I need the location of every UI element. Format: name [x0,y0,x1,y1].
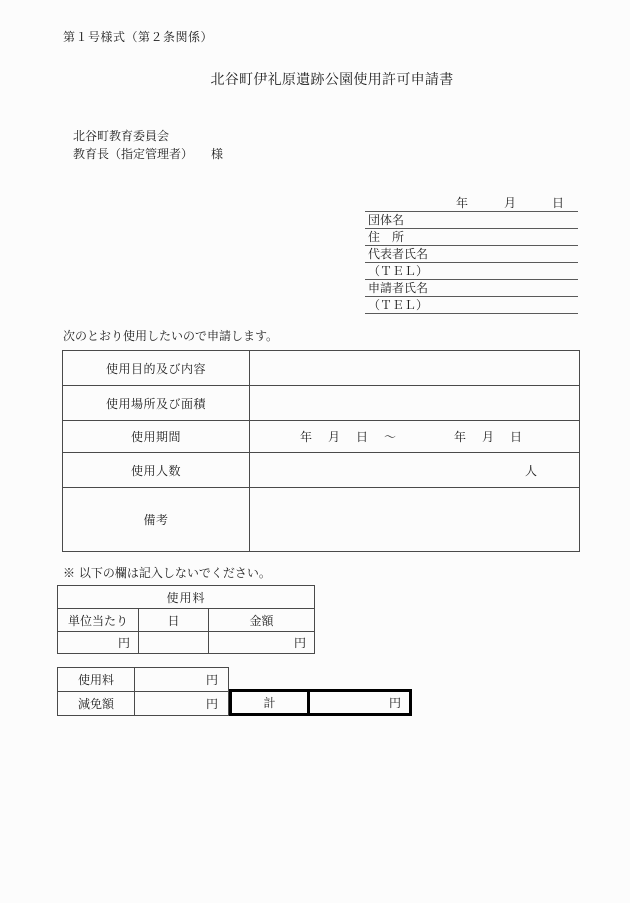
staff-only-note: ※ 以下の欄は記入しないでください。 [63,566,271,580]
application-date-row [365,195,578,212]
summary-fee-label: 使用料 [58,668,135,691]
intro-sentence: 次のとおり使用したいので申請します。 [63,329,279,343]
remarks-label: 備考 [63,488,250,551]
table-row [63,488,579,551]
total-input-cell[interactable]: 円 [307,689,412,716]
applicant-name-input-area[interactable] [428,280,578,295]
field-applicant-tel-label: （ＴＥＬ） [368,298,429,312]
table-row [63,351,579,386]
form-number: 第１号様式（第２条関係） [63,30,214,44]
date-input-area[interactable] [368,195,456,210]
field-address-label: 住 所 [368,230,405,244]
table-row [63,421,579,453]
group-name-input-area[interactable] [404,212,578,227]
fee-summary-table [57,667,229,716]
page-title: 北谷町伊礼原遺跡公園使用許可申請書 [210,72,454,88]
field-applicant-name-label: 申請者氏名 [368,281,429,295]
applicant-tel-input-area[interactable] [428,297,578,312]
total-box [229,689,412,716]
field-group-name-label: 団体名 [368,213,405,227]
summary-reduction-input-cell[interactable]: 円 [205,697,218,711]
addressee-line-1: 北谷町教育委員会 [73,129,170,143]
people-count-input-cell[interactable] [250,453,579,487]
fee-table [57,585,315,654]
amount-input-cell[interactable]: 円 [293,636,306,650]
table-row [63,386,579,421]
table-row [63,453,579,488]
period-input-cell[interactable] [250,421,579,452]
place-area-label: 使用場所及び面積 [63,386,250,420]
representative-tel-input-area[interactable] [428,263,578,278]
period-label: 使用期間 [63,421,250,452]
total-label-cell: 計 [229,689,310,716]
field-representative-tel [365,263,578,280]
field-group-name [365,212,578,229]
application-details-table [62,350,580,552]
fee-table-value-row [58,632,314,653]
date-placeholders: 年 月 日 [455,196,564,210]
unit-price-input-cell[interactable]: 円 [58,632,139,653]
days-input-cell[interactable] [139,632,209,653]
fee-col-days: 日 [139,609,209,631]
addressee-line-2: 教育長（指定管理者） 様 [73,147,224,161]
people-count-label: 使用人数 [63,453,250,487]
field-applicant-name [365,280,578,297]
field-representative-name-label: 代表者氏名 [368,247,429,261]
representative-name-input-area[interactable] [428,246,578,261]
applicant-info-block [365,195,578,314]
field-applicant-tel [365,297,578,314]
table-row [58,668,228,692]
fee-table-header-row [58,609,314,632]
summary-fee-input-cell[interactable]: 円 [205,673,218,687]
field-address [365,229,578,246]
fee-col-amount: 金額 [249,613,274,628]
addressee-block [73,127,223,163]
remarks-input-cell[interactable] [250,488,579,551]
period-placeholders: 年 月 日 ～ 年 月 日 [300,430,525,444]
place-area-input-cell[interactable] [250,386,579,420]
field-representative-name [365,246,578,263]
purpose-label: 使用目的及び内容 [63,351,250,385]
fee-col-unit-price: 単位当たり [58,609,139,631]
table-row [58,692,228,715]
purpose-input-cell[interactable] [250,351,579,385]
fee-table-title: 使用料 [58,586,314,609]
summary-reduction-label: 減免額 [58,692,135,715]
people-unit-label: 人 [524,463,537,478]
field-representative-tel-label: （ＴＥＬ） [368,264,429,278]
address-input-area[interactable] [404,229,578,244]
